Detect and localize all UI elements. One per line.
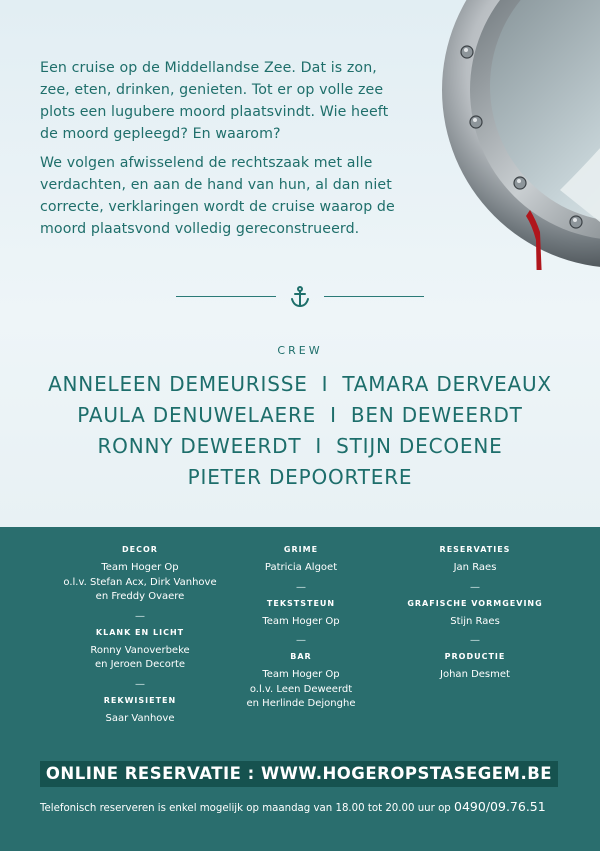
crew-heading: CREW [277,344,323,357]
crew-member: STIJN DECOENE [336,434,503,458]
credit-name: Patricia Algoet [264,562,338,573]
credit-names-rekwisieten [40,712,240,727]
credit-dash: — [135,610,145,622]
credit-role-grime: GRIME [283,545,319,554]
credit-role-reservaties: RESERVATIES [439,545,511,554]
crew-member: PIETER DEPOORTERE [187,465,413,489]
crew-member: PAULA DENUWELAERE [77,403,317,427]
banner-text[interactable]: ONLINE RESERVATIE : WWW.HOGEROPSTASEGEM.BE [45,764,553,783]
credit-name: Team Hoger Op [262,615,340,627]
crew-member: RONNY DEWEERDT [97,434,302,458]
crew-member: ANNELEEN DEMEURISSE [48,372,308,396]
crew-separator: I [315,434,323,458]
crew-separator: I [330,403,337,427]
crew-member: TAMARA DERVEAUX [342,372,552,396]
phone-text: Telefonisch reserveren is enkel mogelijk op maandag van 18.00 tot 20.00 uur op [40,803,455,814]
credit-names-tekststeun [201,615,401,630]
credits-column-3 [375,545,575,683]
credit-name: Saar Vanhove [105,712,175,724]
porthole-illustration [440,0,600,270]
credit-names-grime [201,561,401,576]
credit-name: en Jeroen Decorte [94,659,186,670]
divider-line-left [176,296,276,297]
phone-reservation-note [40,799,570,814]
credit-role-decor: DECOR [122,545,158,554]
credit-name: Team Hoger Op [262,669,340,680]
credit-name: o.l.v. Leen Deweerdt [249,683,353,695]
credit-name: Jan Raes [453,562,497,573]
anchor-divider [176,285,424,309]
crew-member: BEN DEWEERDT [350,403,523,427]
crew-separator: I [321,372,329,396]
credit-names-grafische [375,615,575,630]
credit-dash: — [470,635,480,646]
credit-role-tekststeun: TEKSTSTEUN [266,598,336,608]
credit-dash: — [296,635,306,646]
credit-dash: — [470,581,480,593]
credit-names-reservaties [375,561,575,576]
intro-paragraph-1: Een cruise op de Middellandse Zee. Dat is zon, zee, eten, drinken, genieten. Tot er op volle zee plots een lugubere moord plaatsvindt. Wie heeft de moord gepleegd? En waarom? [40,60,389,142]
divider-line-right [324,296,424,297]
crew-row-4 [0,465,600,489]
crew-row-1 [0,372,600,396]
credit-name: Stijn Raes [450,615,500,627]
phone-number[interactable]: 0490/09.76.51 [454,799,546,814]
credit-name: Ronny Vanoverbeke [90,644,190,656]
credit-names-productie [375,668,575,683]
credit-role-productie: PRODUCTIE [444,652,506,661]
credit-name: Johan Desmet [440,669,510,680]
credit-name: en Herlinde Dejonghe [246,698,356,709]
credit-role-klank: KLANK EN LICHT [95,627,185,637]
intro-paragraph-2: We volgen afwisselend de rechtszaak met alle verdachten, en aan de hand van hun, al dan niet correcte, verklaringen wordt de cruise waarop de moord plaatsvond volledig gereconstrueerd. [40,155,395,237]
credit-names-bar [201,668,401,712]
crew-row-3 [0,434,600,458]
crew-row-2 [0,403,600,427]
credit-role-rekwisieten: REKWISIETEN [103,695,177,705]
online-reservation-banner[interactable] [40,761,558,787]
credit-role-bar: BAR [290,652,312,661]
credit-dash: — [296,581,306,593]
credit-dash: — [135,678,145,690]
anchor-icon [288,285,312,309]
credit-name: en Freddy Ovaere [95,591,185,602]
credit-name: Team Hoger Op [101,562,179,573]
credit-role-grafische: GRAFISCHE VORMGEVING [407,598,543,608]
credit-name: o.l.v. Stefan Acx, Dirk Vanhove [63,576,217,588]
credits-column-2 [201,545,401,712]
